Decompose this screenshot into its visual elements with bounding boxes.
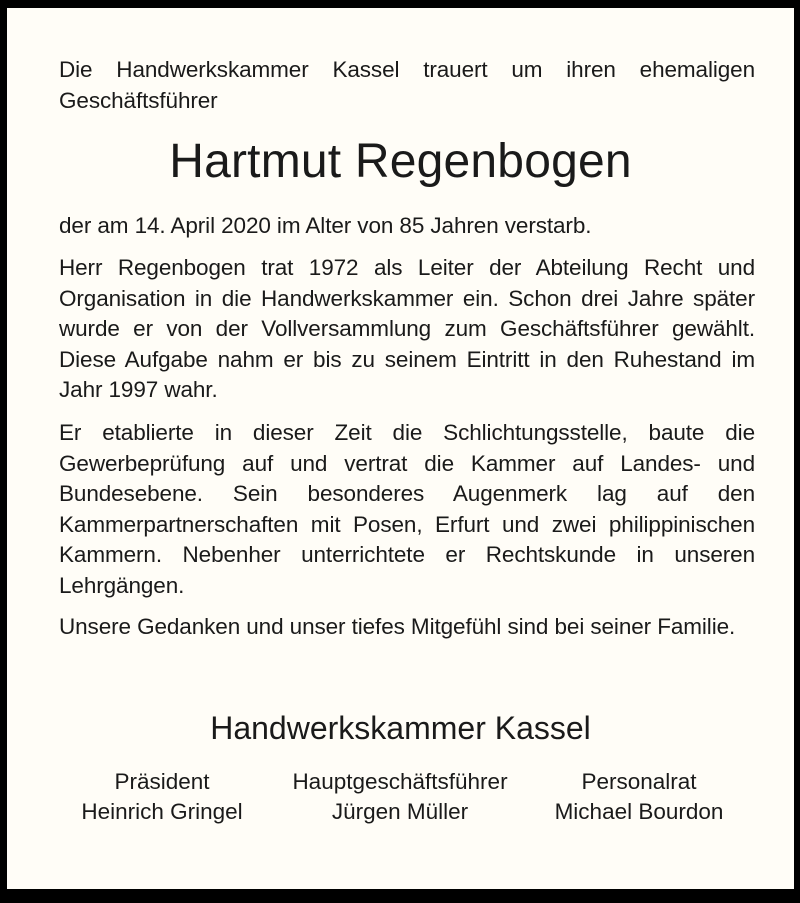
achievements-paragraph: Er etablierte in dieser Zeit die Schlichtungsstelle, baute die Gewerbeprüfung auf und vertrat die Kammer auf Landes- und Bundesebene. Sein besonderes Augenmerk lag auf den Kammerpartnerschaften mit Posen, Erfurt und zwei philippinischen Kammern. Nebenher unterrichtete er Rechtskunde in unseren Lehrgängen.: [59, 420, 755, 598]
signatory-staff-council: [509, 767, 769, 827]
signatory-role: Personalrat: [581, 769, 697, 794]
obituary-notice: [7, 8, 794, 889]
career-paragraph: Herr Regenbogen trat 1972 als Leiter der Abteilung Recht und Organisation in die Handwerkskammer ein. Schon drei Jahre später wurde er von der Vollversammlung zum Geschäftsführer gewählt. Diese Aufgabe nahm er bis zu seinem Eintritt in den Ruhestand im Jahr 1997 wahr.: [59, 255, 755, 402]
signatory-president: [32, 767, 292, 827]
date-line: der am 14. April 2020 im Alter von 85 Jahren verstarb.: [59, 213, 592, 238]
deceased-name: Hartmut Regenbogen: [169, 135, 632, 188]
signatory-name: Jürgen Müller: [331, 799, 469, 824]
signatory-name: Michael Bourdon: [554, 799, 724, 824]
organization-name: Handwerkskammer Kassel: [210, 710, 591, 746]
signatory-role: Präsident: [114, 769, 210, 794]
signatory-name: Heinrich Gringel: [81, 799, 243, 824]
signatory-role: Hauptgeschäftsführer: [292, 769, 508, 794]
condolence-paragraph: Unsere Gedanken und unser tiefes Mitgefühl sind bei seiner Familie.: [59, 614, 736, 639]
signatory-chief-executive: [270, 767, 530, 827]
intro-text: Die Handwerkskammer Kassel trauert um ihren ehemaligen Geschäftsführer: [59, 57, 755, 113]
